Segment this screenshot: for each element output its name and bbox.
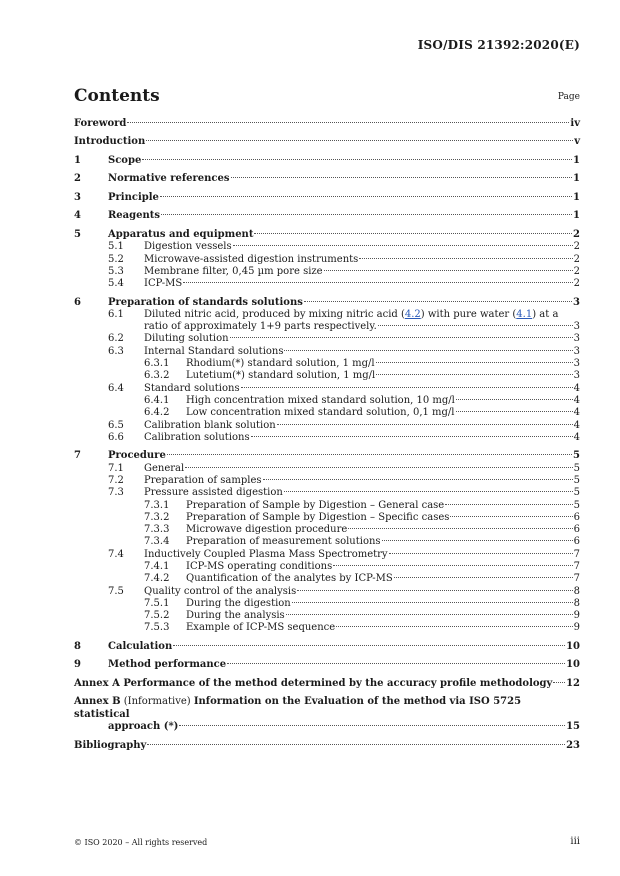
- dot-leader: [389, 553, 573, 554]
- dot-leader: [185, 467, 572, 468]
- dot-leader: [284, 491, 573, 492]
- toc-entry-title: Inductively Coupled Plasma Mass Spectrometry: [144, 548, 388, 560]
- footer-page-number: iii: [570, 836, 580, 847]
- toc-entry-page: 6: [573, 511, 580, 523]
- toc-entry-page: iv: [570, 118, 580, 129]
- toc-entry-page: 9: [573, 610, 580, 622]
- toc-entry[interactable]: [74, 407, 580, 419]
- dot-leader: [376, 374, 572, 375]
- toc-entry-title: General: [144, 462, 185, 474]
- toc-entry-number: 2: [74, 173, 81, 185]
- toc-entry-page: 7: [573, 548, 580, 560]
- toc-entry-row: [74, 210, 580, 222]
- toc-entry-page: 23: [566, 739, 580, 751]
- dot-leader: [161, 214, 572, 215]
- document-id: ISO/DIS 21392:2020(E): [417, 38, 580, 52]
- toc-entry-row: [74, 278, 580, 290]
- toc-entry-number: 7.4.1: [144, 561, 170, 572]
- toc-entry-title: ICP-MS operating conditions: [186, 561, 333, 572]
- toc-entry-title: Annex B (Informative) Information on the Evaluation of the method via ISO 5725 statistical: [74, 696, 522, 720]
- toc-entry-title: Principle: [108, 191, 159, 203]
- cross-reference-link[interactable]: 4.1: [516, 308, 533, 320]
- toc-entry-page: 4: [573, 382, 580, 394]
- toc-entry-row: [74, 475, 580, 487]
- dot-leader: [127, 122, 569, 123]
- toc-entry-title: Preparation of standards solutions: [108, 296, 303, 308]
- toc-entry[interactable]: [74, 229, 580, 241]
- toc-entry-number: 6.4.1: [144, 394, 170, 406]
- toc-entry[interactable]: [74, 524, 580, 536]
- toc-entry-title: Preparation of Sample by Digestion – Specific cases: [186, 511, 450, 523]
- toc-entry-page: 5: [573, 499, 580, 511]
- toc-entry[interactable]: [74, 358, 580, 370]
- toc-entry-row: [74, 118, 580, 130]
- toc-entry-title: Preparation of Sample by Digestion – General case: [186, 499, 445, 511]
- toc-entry-page: 12: [566, 677, 580, 689]
- toc-entry-page: 1: [573, 191, 580, 203]
- dot-leader: [241, 387, 573, 388]
- toc-entry-row: [74, 487, 580, 499]
- toc-entry-page: 3: [573, 321, 580, 333]
- toc-entry-number: 5.2: [108, 253, 124, 265]
- toc-entry-page: 1: [573, 210, 580, 222]
- toc-entry-row: [74, 155, 580, 167]
- toc-entry[interactable]: [74, 383, 580, 395]
- toc-entry-number: 7.4.2: [144, 573, 170, 585]
- toc-entry-page: 3: [573, 358, 580, 370]
- dot-leader: [376, 362, 573, 363]
- toc-entry-row: [74, 241, 580, 253]
- toc-entry[interactable]: [74, 500, 580, 512]
- toc-entry-page: 2: [573, 253, 580, 265]
- toc-entry[interactable]: [74, 432, 580, 444]
- toc-entry-number: 6.3: [108, 345, 124, 357]
- toc-entry-title: Digestion vessels: [144, 241, 232, 253]
- toc-entry-page: 5: [573, 474, 580, 486]
- toc-entry[interactable]: [74, 346, 580, 358]
- toc-entry[interactable]: [74, 487, 580, 499]
- toc-entry-row: [74, 229, 580, 241]
- dot-leader: [456, 399, 573, 400]
- toc-entry-number: 7.3.3: [144, 524, 170, 536]
- toc-entry-page: 4: [573, 431, 580, 443]
- toc-entry-number: 7.5.1: [144, 597, 170, 609]
- toc-entry[interactable]: [74, 155, 580, 167]
- toc-entry-title: Preparation of samples: [144, 474, 262, 486]
- toc-entry-title: Scope: [108, 154, 142, 166]
- dot-leader: [147, 744, 565, 745]
- dot-leader: [254, 233, 572, 234]
- toc-entry-number: 5.3: [108, 265, 124, 277]
- toc-entry[interactable]: [74, 659, 580, 671]
- toc-entry-title: Example of ICP-MS sequence: [186, 622, 336, 634]
- toc-entry-title: Microwave-assisted digestion instruments: [144, 253, 359, 265]
- toc-entry-title: Standard solutions: [144, 382, 240, 394]
- toc-entry[interactable]: [74, 475, 580, 487]
- page-title: Contents: [74, 86, 160, 106]
- toc-entry-number: 8: [74, 640, 81, 652]
- toc-entry[interactable]: [74, 622, 580, 634]
- toc-entry-title: High concentration mixed standard solution, 10 mg/l: [186, 394, 455, 406]
- toc-entry[interactable]: [74, 450, 580, 462]
- toc-entry-row: [74, 586, 580, 598]
- toc-entry-title: Apparatus and equipment: [108, 228, 254, 240]
- toc-entry-page: 2: [573, 278, 580, 290]
- toc-entry-row: [74, 432, 580, 444]
- toc-entry-page: v: [574, 136, 580, 148]
- toc-entry-number: 6.6: [108, 431, 124, 443]
- toc-entry-page: 4: [573, 407, 580, 419]
- toc-entry-title-cont: ratio of approximately 1+9 parts respectively.: [144, 321, 377, 333]
- toc-entry-number: 6.2: [108, 333, 124, 345]
- toc-entry-page: 8: [573, 585, 580, 597]
- toc-entry-page: 3: [573, 345, 580, 357]
- toc-entry-number: 6.3.2: [144, 370, 170, 382]
- toc-entry[interactable]: [74, 173, 580, 185]
- toc-entry-page: 4: [573, 419, 580, 431]
- toc-entry-number: 7.5.2: [144, 610, 170, 622]
- toc-entry-page: 10: [566, 659, 580, 671]
- toc-entry[interactable]: [74, 297, 580, 309]
- dot-leader: [251, 436, 573, 437]
- toc-entry-page: 10: [566, 640, 580, 652]
- dot-leader: [333, 565, 572, 566]
- dot-leader: [284, 350, 572, 351]
- page-column-label: Page: [557, 92, 580, 102]
- dot-leader: [292, 602, 573, 603]
- toc-entry-title: Rhodium(*) standard solution, 1 mg/l: [186, 358, 375, 370]
- toc-entry-page: 3: [573, 296, 580, 308]
- toc-entry-title: Membrane filter, 0,45 µm pore size: [144, 265, 323, 277]
- toc-entry-page: 5: [573, 462, 580, 474]
- toc-entry[interactable]: [74, 512, 580, 524]
- toc-entry[interactable]: [74, 333, 580, 345]
- toc-entry-row: [74, 420, 580, 432]
- toc-entry-number: 3: [74, 191, 81, 203]
- table-of-contents: [74, 118, 580, 752]
- toc-entry-title: Foreword: [74, 118, 127, 129]
- toc-entry-title: Calibration blank solution: [144, 419, 276, 431]
- toc-entry-page: 1: [573, 154, 580, 166]
- toc-entry-row: [74, 346, 580, 358]
- toc-entry-title: During the digestion: [186, 597, 291, 609]
- toc-entry-title: Internal Standard solutions: [144, 345, 284, 357]
- toc-entry[interactable]: [74, 266, 580, 278]
- toc-entry-number: 7: [74, 450, 81, 462]
- toc-entry-page: 15: [566, 721, 580, 733]
- toc-entry-row: [74, 321, 580, 333]
- toc-entry-title: Bibliography: [74, 739, 147, 751]
- dot-leader: [230, 337, 573, 338]
- toc-entry[interactable]: [74, 641, 580, 653]
- toc-entry[interactable]: [74, 740, 580, 752]
- toc-entry-number: 6.5: [108, 419, 124, 431]
- toc-entry-number: 4: [74, 210, 81, 222]
- toc-entry-row: [74, 721, 580, 733]
- toc-entry-row: [74, 659, 580, 671]
- toc-entry-page: 1: [573, 173, 580, 185]
- toc-entry-title: Low concentration mixed standard solution, 0,1 mg/l: [186, 407, 455, 419]
- toc-entry[interactable]: [74, 598, 580, 610]
- dot-leader: [382, 540, 573, 541]
- toc-entry[interactable]: [74, 309, 580, 334]
- toc-entry-number: 6.4.2: [144, 407, 170, 419]
- toc-entry-page: 5: [573, 487, 580, 499]
- dot-leader: [394, 577, 573, 578]
- dot-leader: [142, 159, 572, 160]
- toc-entry-page: 7: [573, 573, 580, 585]
- toc-entry-title: Lutetium(*) standard solution, 1 mg/l: [186, 370, 376, 382]
- toc-entry[interactable]: [74, 278, 580, 290]
- toc-entry[interactable]: [74, 561, 580, 573]
- dot-leader: [304, 301, 572, 302]
- toc-entry-number: 6.1: [108, 308, 124, 320]
- toc-entry-page: 2: [573, 228, 580, 240]
- toc-entry-title: Microwave digestion procedure: [186, 524, 348, 536]
- toc-entry[interactable]: [74, 420, 580, 432]
- dot-leader: [553, 682, 565, 683]
- toc-entry-row: [74, 641, 580, 653]
- toc-entry-row: [74, 383, 580, 395]
- dot-leader: [146, 140, 573, 141]
- toc-entry-row: [74, 266, 580, 278]
- toc-entry-title: Diluting solution: [144, 333, 229, 345]
- toc-entry-title: Calculation: [108, 640, 173, 652]
- toc-entry[interactable]: [74, 573, 580, 585]
- dot-leader: [297, 590, 572, 591]
- toc-entry[interactable]: [74, 136, 580, 148]
- dot-leader: [227, 663, 565, 664]
- dot-leader: [286, 614, 573, 615]
- toc-entry-number: 7.2: [108, 474, 124, 486]
- toc-entry-row: [74, 678, 580, 690]
- toc-entry-number: 7.3.2: [144, 511, 170, 523]
- toc-entry-page: 9: [573, 622, 580, 634]
- toc-entry[interactable]: [74, 395, 580, 407]
- toc-entry-number: 7.3: [108, 487, 124, 499]
- toc-entry-title: Preparation of measurement solutions: [186, 536, 381, 548]
- dot-leader: [160, 196, 572, 197]
- toc-entry-number: 5: [74, 228, 81, 240]
- toc-entry-number: 5.1: [108, 241, 124, 253]
- toc-entry-page: 6: [573, 536, 580, 548]
- toc-entry[interactable]: [74, 370, 580, 382]
- toc-entry-page: 3: [573, 333, 580, 345]
- dot-leader: [336, 626, 572, 627]
- dot-leader: [450, 516, 572, 517]
- toc-entry-page: 5: [573, 450, 580, 462]
- toc-entry-title: Method performance: [108, 659, 227, 671]
- toc-entry-number: 7.5.3: [144, 622, 170, 634]
- toc-entry-row: [74, 549, 580, 561]
- toc-entry[interactable]: [74, 536, 580, 548]
- toc-entry-title: Quality control of the analysis: [144, 585, 297, 597]
- toc-entry[interactable]: [74, 241, 580, 253]
- toc-entry-number: 9: [74, 659, 81, 671]
- toc-entry[interactable]: [74, 678, 580, 690]
- toc-entry-row: [74, 463, 580, 475]
- toc-entry-number: 7.5: [108, 585, 124, 597]
- toc-entry-page: 4: [573, 394, 580, 406]
- toc-entry-title: Reagents: [108, 210, 161, 222]
- toc-entry-page: 2: [573, 241, 580, 253]
- dot-leader: [179, 725, 565, 726]
- toc-entry[interactable]: [74, 463, 580, 475]
- dot-leader: [277, 424, 573, 425]
- toc-entry[interactable]: [74, 192, 580, 204]
- toc-entry-row: [74, 173, 580, 185]
- toc-entry-title: During the analysis: [186, 610, 285, 622]
- toc-entry-title: ICP-MS: [144, 278, 183, 290]
- cross-reference-link[interactable]: 4.2: [404, 308, 421, 320]
- toc-entry-row: [74, 297, 580, 309]
- toc-entry-number: 6: [74, 296, 81, 308]
- toc-entry-number: 7.3.1: [144, 499, 170, 511]
- toc-entry-number: 7.4: [108, 548, 124, 560]
- dot-leader: [348, 528, 572, 529]
- toc-entry-row: [74, 740, 580, 752]
- toc-entry-title: Introduction: [74, 136, 146, 148]
- toc-entry-page: 3: [573, 370, 580, 382]
- toc-entry-title: Annex A Performance of the method determined by the accuracy profile methodology: [74, 677, 553, 689]
- toc-entry-number: 6.3.1: [144, 358, 170, 370]
- dot-leader: [173, 645, 565, 646]
- dot-leader: [445, 504, 572, 505]
- toc-entry-title: Calibration solutions: [144, 431, 250, 443]
- toc-entry-number: 7.3.4: [144, 536, 170, 548]
- dot-leader: [233, 245, 573, 246]
- toc-entry[interactable]: [74, 549, 580, 561]
- dot-leader: [263, 479, 573, 480]
- toc-entry[interactable]: [74, 610, 580, 622]
- dot-leader: [183, 282, 572, 283]
- dot-leader: [324, 270, 573, 271]
- toc-entry[interactable]: [74, 254, 580, 266]
- toc-entry-number: 7.1: [108, 462, 124, 474]
- toc-entry-title-cont: approach (*): [108, 721, 179, 733]
- toc-entry-title: Diluted nitric acid, produced by mixing nitric acid (4.2) with pure water (4.1) at a: [144, 308, 559, 320]
- toc-entry-page: 8: [573, 597, 580, 609]
- dot-leader: [456, 411, 573, 412]
- toc-entry-title: Quantification of the analytes by ICP-MS: [186, 573, 393, 585]
- toc-entry-number: 6.4: [108, 382, 124, 394]
- toc-entry-page: 2: [573, 265, 580, 277]
- dot-leader: [231, 177, 573, 178]
- toc-entry-number: 1: [74, 154, 81, 166]
- footer-copyright: © ISO 2020 – All rights reserved: [74, 838, 208, 847]
- toc-entry-page: 6: [573, 524, 580, 536]
- toc-entry-title: Pressure assisted digestion: [144, 487, 283, 499]
- toc-entry[interactable]: [74, 118, 580, 130]
- toc-entry-title: Procedure: [108, 450, 166, 462]
- dot-leader: [378, 325, 573, 326]
- toc-entry[interactable]: [74, 586, 580, 598]
- toc-entry-page: 7: [573, 561, 580, 572]
- dot-leader: [359, 258, 572, 259]
- toc-entry[interactable]: [74, 696, 580, 733]
- toc-entry-row: [74, 192, 580, 204]
- toc-entry-row: [74, 136, 580, 148]
- toc-entry-row: [74, 450, 580, 462]
- toc-entry[interactable]: [74, 210, 580, 222]
- toc-entry-number: 5.4: [108, 278, 124, 290]
- toc-entry-row: [74, 333, 580, 345]
- toc-entry-title: Normative references: [108, 173, 230, 185]
- dot-leader: [167, 454, 572, 455]
- toc-entry-row: [74, 254, 580, 266]
